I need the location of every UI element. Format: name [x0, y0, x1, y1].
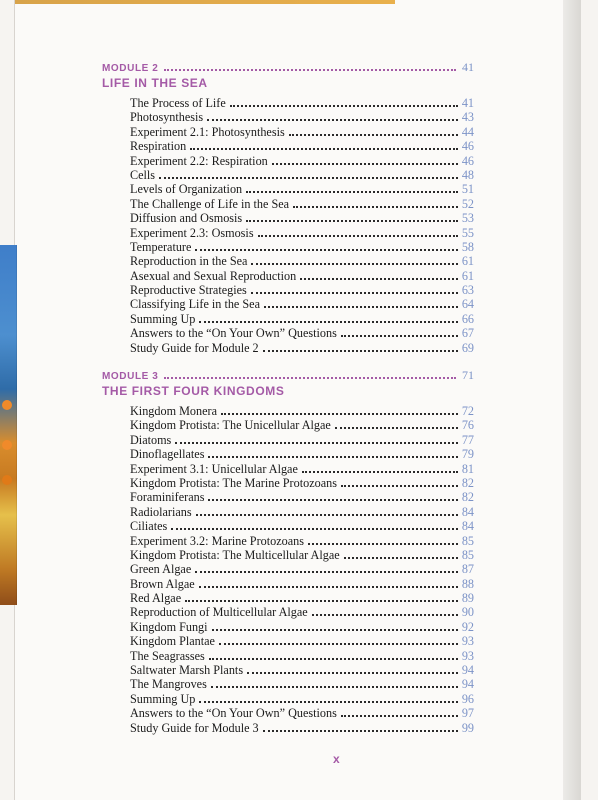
toc-entry-page-number: 81: [461, 461, 474, 476]
toc-entry-list: [102, 96, 474, 355]
toc-entry-page-number: 72: [461, 404, 474, 418]
toc-entry-label: Experiment 2.1: Photosynthesis: [130, 124, 285, 139]
toc-entry[interactable]: [130, 462, 474, 476]
toc-entry-label: Kingdom Protista: The Multicellular Algae: [130, 547, 340, 562]
toc-entry-page-number: 89: [461, 591, 474, 606]
toc-entry-page-number: 63: [461, 283, 474, 298]
toc-entry-page-number: 51: [461, 182, 474, 197]
toc-entry-page-number: 87: [461, 562, 474, 577]
toc-entry-label: Respiration: [130, 139, 187, 154]
dot-leader: [308, 543, 458, 545]
toc-entry-label: Radiolarians: [130, 504, 192, 519]
toc-entry-label: Photosynthesis: [130, 110, 204, 125]
toc-entry-page-number: 64: [461, 297, 474, 312]
toc-entry[interactable]: [130, 663, 474, 677]
toc-entry-label: Ciliates: [130, 519, 168, 534]
toc-entry-page-number: 67: [461, 326, 474, 341]
toc-entry[interactable]: [130, 433, 474, 447]
toc-entry-page-number: 46: [461, 139, 474, 154]
toc-entry[interactable]: [130, 577, 474, 591]
toc-entry-label: Kingdom Protista: The Marine Protozoans: [130, 475, 337, 490]
module-3-section: [102, 368, 474, 735]
toc-entry[interactable]: [130, 692, 474, 706]
toc-entry-page-number: 61: [461, 254, 474, 269]
toc-entry[interactable]: [130, 562, 474, 576]
toc-entry-page-number: 55: [461, 225, 474, 240]
toc-entry-label: Diatoms: [130, 432, 172, 447]
dot-leader: [219, 643, 458, 645]
module-label: MODULE 3: [102, 371, 159, 382]
toc-entry-label: Experiment 3.1: Unicellular Algae: [130, 461, 298, 476]
toc-entry[interactable]: [130, 519, 474, 533]
dot-leader: [341, 715, 458, 717]
dot-leader: [263, 730, 458, 732]
toc-entry-page-number: 88: [461, 576, 474, 591]
dot-leader: [258, 235, 458, 237]
toc-entry[interactable]: [130, 211, 474, 225]
dot-leader: [195, 249, 457, 251]
dot-leader: [230, 105, 458, 107]
toc-entry[interactable]: [130, 96, 474, 110]
toc-entry[interactable]: [130, 240, 474, 254]
toc-entry-label: Kingdom Plantae: [130, 634, 215, 649]
module-heading-row[interactable]: [102, 368, 474, 382]
coral-reef-photo-edge: [0, 245, 17, 605]
toc-entry-label: Diffusion and Osmosis: [130, 211, 243, 226]
toc-entry-page-number: 93: [461, 634, 474, 649]
dot-leader: [272, 163, 458, 165]
toc-entry-label: Foraminiferans: [130, 490, 205, 505]
toc-entry-label: Classifying Life in the Sea: [130, 297, 260, 312]
dot-leader: [263, 350, 458, 352]
toc-entry-label: Reproduction in the Sea: [130, 254, 248, 269]
toc-entry-label: Asexual and Sexual Reproduction: [130, 268, 297, 283]
toc-entry-page-number: 66: [461, 311, 474, 326]
toc-entry-page-number: 48: [461, 167, 474, 182]
toc-entry[interactable]: [130, 168, 474, 182]
toc-entry-label: Summing Up: [130, 311, 196, 326]
dot-leader: [175, 442, 458, 444]
toc-entry-page-number: 96: [461, 691, 474, 706]
toc-entry-page-number: 43: [461, 110, 474, 125]
toc-entry-label: Green Algae: [130, 562, 192, 577]
toc-entry-label: The Challenge of Life in the Sea: [130, 196, 290, 211]
toc-entry[interactable]: [130, 591, 474, 605]
dot-leader: [302, 471, 458, 473]
toc-entry[interactable]: [130, 312, 474, 326]
toc-entry[interactable]: [130, 505, 474, 519]
toc-entry[interactable]: [130, 706, 474, 720]
toc-entry-label: Saltwater Marsh Plants: [130, 663, 244, 678]
dot-leader: [251, 292, 458, 294]
toc-entry[interactable]: [130, 197, 474, 211]
dot-leader: [171, 528, 458, 530]
toc-entry-label: Answers to the “On Your Own” Questions: [130, 706, 337, 721]
toc-entry-label: The Process of Life: [130, 96, 226, 110]
toc-entry[interactable]: [130, 182, 474, 196]
toc-entry-page-number: 52: [461, 196, 474, 211]
toc-entry[interactable]: [130, 447, 474, 461]
toc-entry-page-number: 58: [461, 239, 474, 254]
toc-entry[interactable]: [130, 490, 474, 504]
dot-leader: [264, 306, 458, 308]
toc-entry-page-number: 84: [461, 519, 474, 534]
module-page-number: 41: [462, 60, 474, 74]
dot-leader: [164, 377, 456, 379]
toc-entry[interactable]: [130, 620, 474, 634]
toc-entry-label: Experiment 2.2: Respiration: [130, 153, 268, 168]
page-edge-shadow: [563, 0, 581, 800]
dot-leader: [190, 148, 458, 150]
toc-entry[interactable]: [130, 677, 474, 691]
toc-entry-page-number: 82: [461, 475, 474, 490]
toc-entry-label: Red Algae: [130, 591, 182, 606]
toc-entry-page-number: 84: [461, 504, 474, 519]
toc-entry[interactable]: [130, 269, 474, 283]
dot-leader: [209, 658, 458, 660]
toc-entry-label: The Mangroves: [130, 677, 207, 692]
toc-entry-label: Reproduction of Multicellular Algae: [130, 605, 308, 620]
toc-entry[interactable]: [130, 297, 474, 311]
toc-entry-list: [102, 404, 474, 735]
module-page-number: 71: [462, 368, 474, 382]
toc-entry-label: Dinoflagellates: [130, 447, 205, 462]
cover-edge-strip: [15, 0, 395, 4]
module-2-section: [102, 60, 474, 355]
toc-entry[interactable]: [130, 418, 474, 432]
dot-leader: [195, 571, 458, 573]
dot-leader: [293, 206, 458, 208]
toc-entry[interactable]: [130, 254, 474, 268]
dot-leader: [251, 263, 457, 265]
toc-entry-page-number: 53: [461, 211, 474, 226]
toc-entry[interactable]: [130, 404, 474, 418]
dot-leader: [246, 220, 458, 222]
toc-entry-page-number: 46: [461, 153, 474, 168]
dot-leader: [208, 499, 457, 501]
toc-entry-label: Summing Up: [130, 691, 196, 706]
dot-leader: [300, 278, 458, 280]
toc-entry-page-number: 85: [461, 533, 474, 548]
toc-entry[interactable]: [130, 534, 474, 548]
dot-leader: [335, 427, 458, 429]
toc-entry-label: Study Guide for Module 3: [130, 720, 259, 735]
dot-leader: [185, 600, 458, 602]
toc-entry-label: Levels of Organization: [130, 182, 243, 197]
dot-leader: [164, 69, 456, 71]
toc-entry-page-number: 79: [461, 447, 474, 462]
toc-entry-page-number: 76: [461, 418, 474, 433]
toc-entry-label: Temperature: [130, 239, 192, 254]
dot-leader: [211, 686, 458, 688]
toc-entry-page-number: 77: [461, 432, 474, 447]
page-number-marker: x: [333, 752, 340, 766]
dot-leader: [344, 557, 458, 559]
toc-entry-page-number: 90: [461, 605, 474, 620]
dot-leader: [208, 456, 457, 458]
toc-entry-label: The Seagrasses: [130, 648, 205, 663]
dot-leader: [199, 321, 457, 323]
dot-leader: [207, 119, 458, 121]
toc-entry[interactable]: [130, 649, 474, 663]
toc-entry-label: Brown Algae: [130, 576, 195, 591]
toc-entry-label: Answers to the “On Your Own” Questions: [130, 326, 337, 341]
toc-entry[interactable]: [130, 548, 474, 562]
toc-entry-page-number: 94: [461, 677, 474, 692]
toc-entry-page-number: 94: [461, 663, 474, 678]
toc-entry-label: Cells: [130, 167, 156, 182]
toc-entry[interactable]: [130, 605, 474, 619]
toc-entry-page-number: 44: [461, 124, 474, 139]
toc-entry[interactable]: [130, 125, 474, 139]
toc-entry-page-number: 41: [461, 96, 474, 110]
toc-entry[interactable]: [130, 721, 474, 735]
module-heading-row[interactable]: [102, 60, 474, 74]
dot-leader: [246, 191, 458, 193]
dot-leader: [199, 586, 458, 588]
toc-entry-label: Kingdom Protista: The Unicellular Algae: [130, 418, 331, 433]
dot-leader: [159, 177, 458, 179]
toc-entry-page-number: 85: [461, 547, 474, 562]
toc-entry[interactable]: [130, 634, 474, 648]
toc-entry-page-number: 99: [461, 720, 474, 735]
dot-leader: [199, 701, 457, 703]
toc-entry-page-number: 92: [461, 619, 474, 634]
dot-leader: [196, 514, 458, 516]
toc-entry-page-number: 97: [461, 706, 474, 721]
module-title: THE FIRST FOUR KINGDOMS: [102, 384, 285, 398]
toc-entry[interactable]: [130, 139, 474, 153]
toc-entry-page-number: 69: [461, 340, 474, 355]
toc-entry-page-number: 61: [461, 268, 474, 283]
toc-entry[interactable]: [130, 110, 474, 124]
module-title: LIFE IN THE SEA: [102, 76, 208, 90]
toc-entry-label: Study Guide for Module 2: [130, 340, 259, 355]
toc-entry[interactable]: [130, 154, 474, 168]
module-label: MODULE 2: [102, 63, 159, 74]
toc-entry-label: Experiment 3.2: Marine Protozoans: [130, 533, 304, 548]
dot-leader: [341, 485, 458, 487]
toc-entry[interactable]: [130, 226, 474, 240]
dot-leader: [289, 134, 458, 136]
dot-leader: [312, 614, 458, 616]
dot-leader: [212, 629, 458, 631]
toc-entry[interactable]: [130, 283, 474, 297]
toc-entry[interactable]: [130, 326, 474, 340]
toc-entry[interactable]: [130, 476, 474, 490]
dot-leader: [221, 413, 458, 415]
dot-leader: [247, 672, 458, 674]
dot-leader: [341, 335, 458, 337]
toc-entry-page-number: 93: [461, 648, 474, 663]
toc-entry-label: Experiment 2.3: Osmosis: [130, 225, 254, 240]
toc-entry-label: Kingdom Fungi: [130, 619, 208, 634]
toc-entry-label: Reproductive Strategies: [130, 283, 247, 298]
toc-entry-page-number: 82: [461, 490, 474, 505]
toc-entry-label: Kingdom Monera: [130, 404, 217, 418]
toc-entry[interactable]: [130, 341, 474, 355]
